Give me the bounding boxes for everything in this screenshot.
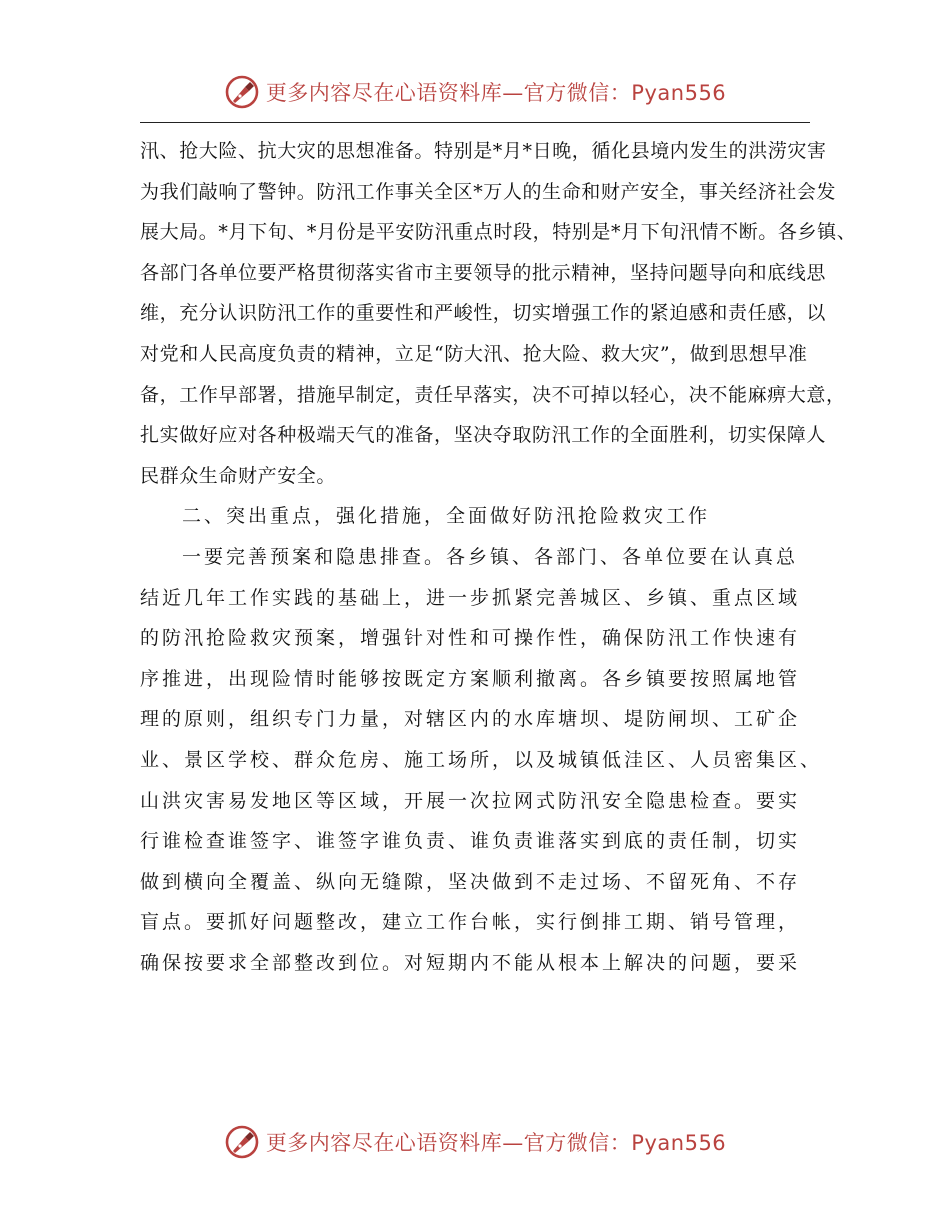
text-line: 结近几年工作实践的基础上，进一步抓紧完善城区、乡镇、重点区域 — [140, 586, 801, 609]
text-line: 展大局。*月下旬、*月份是平安防汛重点时段，特别是*月下旬汛情不断。各乡镇、 — [140, 221, 857, 244]
banner-text: 更多内容尽在心语资料库—官方微信：Pyan556 — [265, 81, 727, 105]
text-line: 民群众生命财产安全。 — [140, 464, 337, 487]
document-body — [140, 131, 857, 983]
text-line: 扎实做好应对各种极端天气的准备，坚决夺取防汛工作的全面胜利，切实保障人 — [140, 424, 827, 447]
text-line: 盲点。要抓好问题整改，建立工作台帐，实行倒排工期、销号管理， — [140, 911, 801, 934]
text-line: 为我们敲响了警钟。防汛工作事关全区*万人的生命和财产安全，事关经济社会发 — [140, 180, 837, 203]
text-line: 备，工作早部署，措施早制定，责任早落实，决不可掉以轻心，决不能麻痹大意， — [140, 383, 846, 406]
text-line: 各部门各单位要严格贯彻落实省市主要领导的批示精神，坚持问题导向和底线思 — [140, 261, 827, 284]
text-line: 做到横向全覆盖、纵向无缝隙，坚决做到不走过场、不留死角、不存 — [140, 870, 801, 893]
text-line: 一要完善预案和隐患排查。各乡镇、各部门、各单位要在认真总 — [182, 545, 799, 568]
header-rule — [140, 122, 810, 123]
footer-banner — [0, 1122, 950, 1162]
text-line: 序推进，出现险情时能够按既定方案顺利撤离。各乡镇要按照属地管 — [140, 667, 801, 690]
text-line: 山洪灾害易发地区等区域，开展一次拉网式防汛安全隐患检查。要实 — [140, 789, 801, 812]
text-line: 理的原则，组织专门力量，对辖区内的水库塘坝、堤防闸坝、工矿企 — [140, 708, 801, 731]
text-line: 的防汛抢险救灾预案，增强针对性和可操作性，确保防汛工作快速有 — [140, 627, 801, 650]
text-line: 确保按要求全部整改到位。对短期内不能从根本上解决的问题，要采 — [140, 951, 801, 974]
text-line: 行谁检查谁签字、谁签字谁负责、谁负责谁落实到底的责任制，切实 — [140, 830, 801, 853]
section-heading: 二、突出重点，强化措施，全面做好防汛抢险救灾工作 — [182, 505, 711, 528]
pen-nib-icon — [224, 1124, 260, 1160]
text-line: 业、景区学校、群众危房、施工场所，以及城镇低洼区、人员密集区、 — [140, 748, 823, 771]
text-line: 汛、抢大险、抗大灾的思想准备。特别是*月*日晚，循化县境内发生的洪涝灾害 — [140, 140, 827, 162]
text-line: 对党和人民高度负责的精神，立足“防大汛、抢大险、救大灾”，做到思想早准 — [140, 342, 808, 365]
header-banner — [0, 72, 950, 112]
pen-nib-icon — [224, 74, 260, 110]
banner-text: 更多内容尽在心语资料库—官方微信：Pyan556 — [265, 1131, 727, 1155]
text-line: 维，充分认识防汛工作的重要性和严峻性，切实增强工作的紧迫感和责任感，以 — [140, 302, 827, 325]
